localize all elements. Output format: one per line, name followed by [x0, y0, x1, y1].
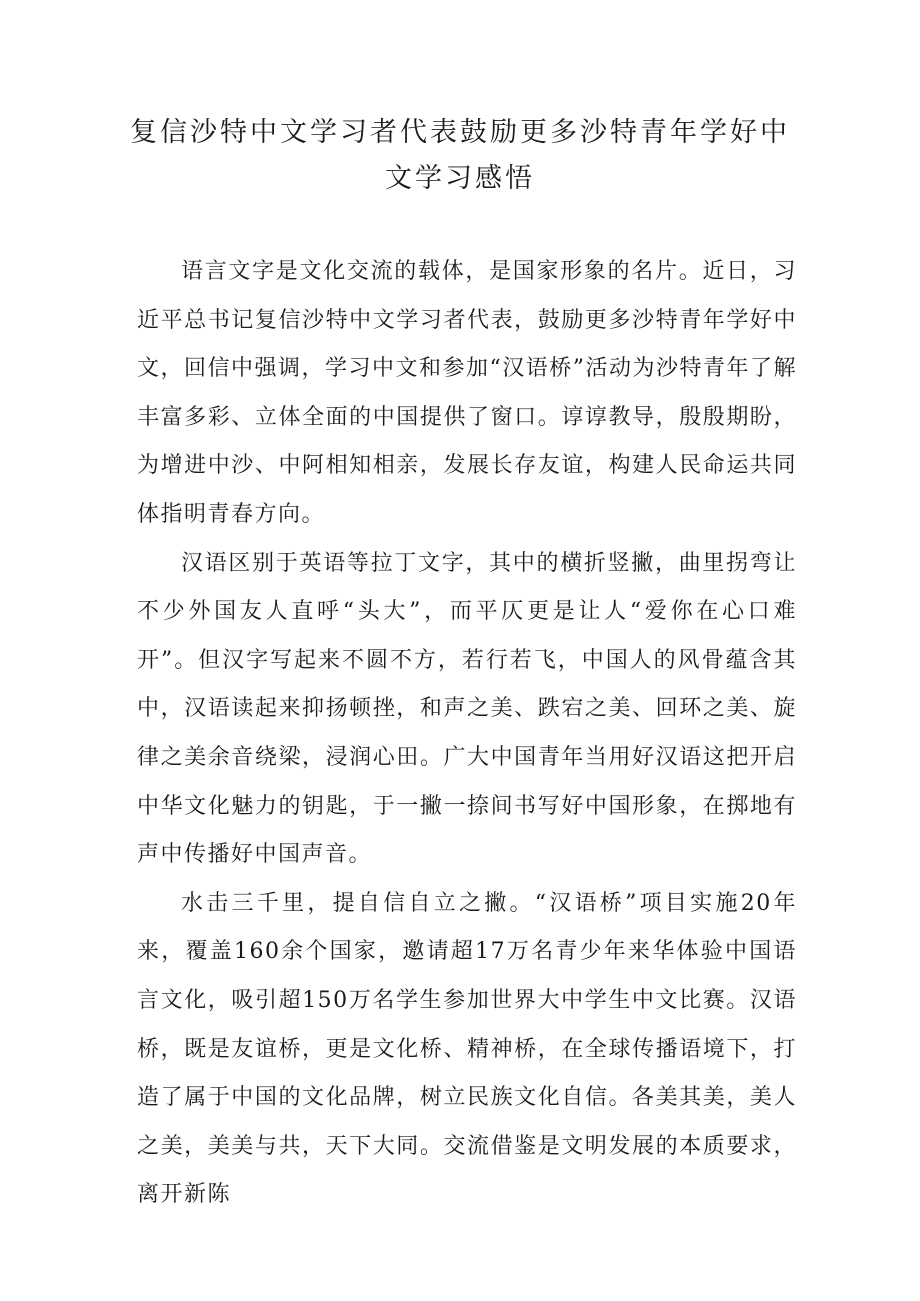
document-body — [137, 248, 797, 1220]
paragraph-1: 语言文字是文化交流的载体，是国家形象的名片。近日，习近平总书记复信沙特中文学习者代表，鼓励更多沙特青年学好中文，回信中强调，学习中文和参加“汉语桥”活动为沙特青年了解丰富多彩、立体全面的中国提供了窗口。谆谆教导，殷殷期盼，为增进中沙、中阿相知相亲，发展长存友谊，构建人民命运共同体指明青春方向。 — [137, 259, 797, 527]
paragraph-2: 汉语区别于英语等拉丁文字，其中的横折竖撇，曲里拐弯让不少外国友人直呼“头大”，而平仄更是让人“爱你在心口难开”。但汉字写起来不圆不方，若行若飞，中国人的风骨蕴含其中，汉语读起来抑扬顿挫，和声之美、跌宕之美、回环之美、旋律之美余音绕梁，浸润心田。广大中国青年当用好汉语这把开启中华文化魅力的钥匙，于一撇一捺间书写好中国形象，在掷地有声中传播好中国声音。 — [137, 550, 797, 868]
document-title: 复信沙特中文学习者代表鼓励更多沙特青年学好中文学习感悟 — [130, 117, 790, 194]
paragraph-3: 水击三千里，提自信自立之撇。“汉语桥”项目实施20年来，覆盖160余个国家，邀请超17万名青少年来华体验中国语言文化，吸引超150万名学生参加世界大中学生中文比赛。汉语桥，既是友谊桥，更是文化桥、精神桥，在全球传播语境下，打造了属于中国的文化品牌，树立民族文化自信。各美其美，美人之美，美美与共，天下大同。交流借鉴是文明发展的本质要求，离开新陈 — [137, 890, 797, 1208]
